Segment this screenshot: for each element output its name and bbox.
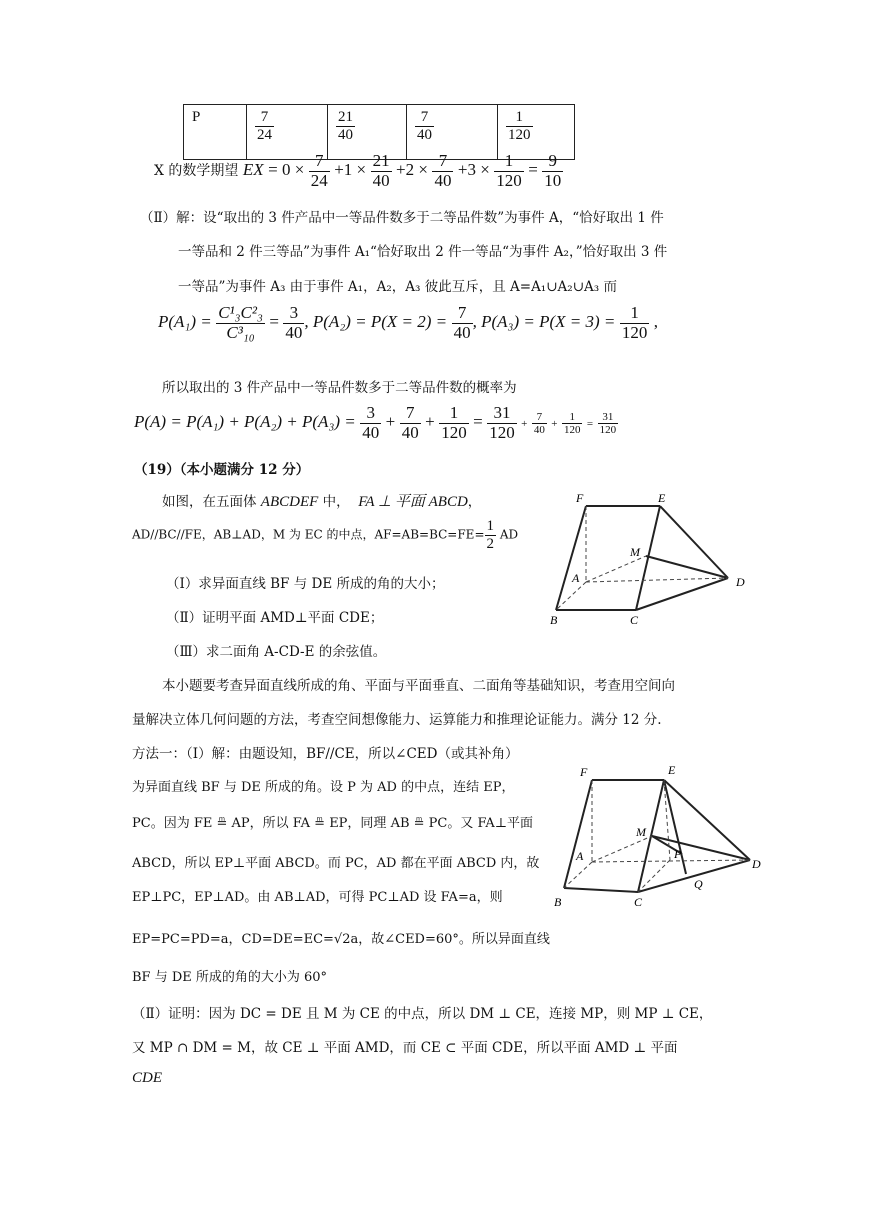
label-D: D xyxy=(752,857,761,871)
label-F: F xyxy=(580,765,588,779)
proof-line3: CDE xyxy=(132,1070,162,1086)
table-cell: $\frac{1}{120}$ xyxy=(498,105,575,160)
part2-line1: （Ⅱ）解：设“取出的 3 件产品中一等品件数多于二等品件数”为事件 A，“恰好取出 1 件 xyxy=(140,210,664,226)
part2-line2: 一等品和 2 件三等品”为事件 A₁“恰好取出 2 件一等品“为事件 A₂，”恰好取出 3 件 xyxy=(178,244,668,260)
label-P: P xyxy=(674,847,682,861)
label-E: E xyxy=(668,763,676,777)
method-line1: 方法一：（Ⅰ）解：由题设知，BF//CE，所以∠CED（或其补角） xyxy=(132,746,519,762)
expectation-line: X 的数学期望 EX = 0 × $\frac{7}{24}$ +1 × $\frac{21}{40}$ +2 × $\frac{7}{40}$ +3 × $\frac{1}{120}$ = $\frac{9}{10}$ xyxy=(154,151,562,190)
q19-para1: 如图，在五面体 ABCDEF 中， FA ⊥ 平面 ABCD， xyxy=(162,494,482,510)
q19-heading: （19）（本小题满分 12 分） xyxy=(134,462,310,478)
table-cell: $\frac{7}{24}$ xyxy=(247,105,328,160)
label-B: B xyxy=(550,613,558,627)
label-M: M xyxy=(636,825,646,839)
method-line4: ABCD，所以 EP⊥平面 ABCD。而 PC，AD 都在平面 ABCD 内，故 xyxy=(132,856,540,871)
label-C: C xyxy=(630,613,639,627)
label-M: M xyxy=(630,545,640,559)
label-C: C xyxy=(634,895,643,909)
label-A: A xyxy=(576,849,584,863)
q19-q1: （Ⅰ）求异面直线 BF 与 DE 所成的角的大小； xyxy=(166,576,445,592)
intro-line2: 量解决立体几何问题的方法，考查空间想像能力、运算能力和推理论证能力。满分 12 分. xyxy=(132,712,662,728)
table-cell: $\frac{21}{40}$ xyxy=(328,105,407,160)
part2-line3: 一等品”为事件 A₃ 由于事件 A₁，A₂，A₃ 彼此互斥，且 A=A₁∪A₂∪A₃ 而 xyxy=(178,279,617,295)
label-E: E xyxy=(658,491,666,505)
pentahedron-figure xyxy=(540,486,760,636)
part2-line4: 所以取出的 3 件产品中一等品件数多于二等品件数的概率为 xyxy=(162,380,517,396)
prob-a1-line: P(A₁) = $\frac{\text{C¹₃C²₃}}{\text{C³₁₀}}$ = $\frac{3}{40}$ , P(A₂) = P(X = 2) = $\frac{7}{40}$ , P(A₃) = P(X = 3) = $\frac{1}{120}$ , xyxy=(158,303,659,342)
label-F: F xyxy=(576,491,584,505)
method-line6: EP=PC=PD=a，CD=DE=EC=√2a，故∠CED=60°。所以异面直线 xyxy=(132,932,550,947)
table-label: P xyxy=(184,105,247,160)
pentahedron-figure-2 xyxy=(546,760,766,910)
q19-para2: AD//BC//FE，AB⊥AD，M 为 EC 的中点，AF=AB=BC=FE= $\frac{1}{2}$ AD xyxy=(132,518,519,552)
method-line5: EP⊥PC，EP⊥AD。由 AB⊥AD，可得 PC⊥AD 设 FA=a，则 xyxy=(132,890,503,905)
label-A: A xyxy=(572,571,580,585)
intro-line1: 本小题要考查异面直线所成的角、平面与平面垂直、二面角等基础知识，考查用空间向 xyxy=(162,678,675,694)
q19-q2: （Ⅱ）证明平面 AMD⊥平面 CDE； xyxy=(166,610,384,626)
label-Q: Q xyxy=(694,877,703,891)
proof-line2: 又 MP ∩ DM = M，故 CE ⊥ 平面 AMD，而 CE ⊂ 平面 CDE，所以平面 AMD ⊥ 平面 xyxy=(132,1040,678,1056)
prob-a-line: P(A) = P(A₁) + P(A₂) + P(A₃) = $\frac{3}{40}$ + $\frac{7}{40}$ + $\frac{1}{120}$ = $\frac{31}{120}$ + $\frac{7}{40}$ + $\frac{1}{120}$ = $\frac{31}{120}$ xyxy=(134,403,617,442)
method-line2: 为异面直线 BF 与 DE 所成的角。设 P 为 AD 的中点，连结 EP， xyxy=(132,780,515,795)
method-line3: PC。因为 FE ≞ AP，所以 FA ≞ EP，同理 AB ≞ PC。又 FA⊥平面 xyxy=(132,816,533,831)
label-B: B xyxy=(554,895,562,909)
q19-q3: （Ⅲ）求二面角 A-CD-E 的余弦值。 xyxy=(166,644,387,660)
method-line7: BF 与 DE 所成的角的大小为 60° xyxy=(132,970,328,985)
proof-line1: （Ⅱ）证明：因为 DC = DE 且 M 为 CE 的中点，所以 DM ⊥ CE，连接 MP，则 MP ⊥ CE， xyxy=(132,1006,713,1022)
table-cell: $\frac{7}{40}$ xyxy=(407,105,498,160)
label-D: D xyxy=(736,575,745,589)
